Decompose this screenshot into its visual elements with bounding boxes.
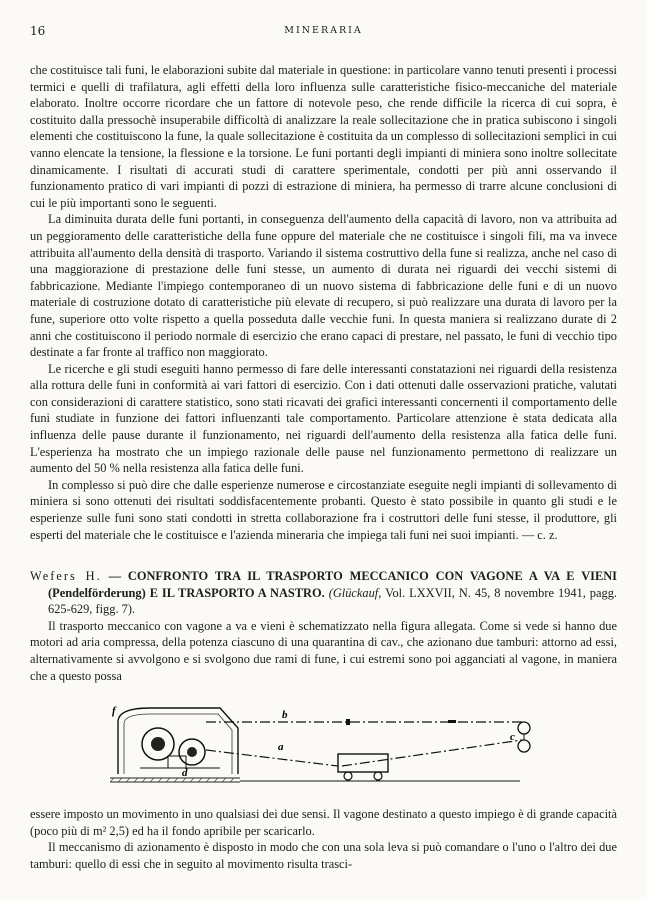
continuation-text bbox=[30, 806, 617, 872]
rope-a bbox=[206, 750, 338, 766]
label-c: c bbox=[510, 731, 515, 743]
running-head: MINERARIA bbox=[284, 25, 363, 36]
intro-paragraph: che costituisce tali funi, le elaborazioni subite dal materiale in questione: in particolare vanno tenuti presenti i processi termici e quelli di trafilatura, agli effetti della loro influenza sulle caratteristiche fisico-meccaniche del materiale elaborato. Inoltre occorre ricordare che un fattore di notevole peso, che rende difficile la ricerca di cui sopra, è costituito dalla pressochè insuperabile difficoltà di analizzare la reale sollecitazione che in pratica subiscono i singoli elementi che costituiscono la fune, la quale sollecitazione è costituita da un complesso di sollecitazioni semplici in cui vanno elencate la tensione, la flessione e la torsione. Le funi portanti degli impianti di miniera sono inoltre sollecitate dinamicamente. I risultati di accurati studi di carattere sperimentale, condotti per più anni osservando il funzionamento pratico di vari impianti di pozzi di estrazione di miniera, ha permesso di trarre alcune conclusioni di cui le più importanti sono le seguenti. bbox=[30, 63, 617, 210]
page-number: 16 bbox=[30, 24, 46, 38]
haulage-diagram bbox=[110, 700, 540, 798]
article-title: — CONFRONTO TRA IL TRASPORTO MECCANICO CON VAGONE A VA E VIENI (Pendelförderung) E IL TRASPORTO A NASTRO. bbox=[48, 569, 617, 600]
abstract-block bbox=[30, 568, 617, 684]
paragraph-durata: La diminuita durata delle funi portanti, in conseguenza dell'aumento della capacità di lavoro, non va attribuita ad un peggioramento delle caratteristiche della fune oppure del materiale che ne costituisce i singoli fili, ma va invece attribuita all'aumento della densità di trasporto. Variando il sistema costruttivo della fune si realizza, anche nel caso di una maggiorazione di prestazione delle funi stesse, un aumento di durata nei riguardi dei vecchi sistemi di fabbricazione. Mediante l'impiego contemporaneo di un nuovo sistema di fabbricazione delle funi e di un nuovo materiale di costruzione dotato di caratteristiche più elevate di recupero, si può realizzare una durata di lavoro per la fune, superiore otto volte rispetto a quella posseduta dalle vecchie funi. In questa maniera si realizzano durate di 2 anni che costituiscono il periodo normale di esercizio che erano capaci di prestare, nel passato, le funi di vecchio tipo destinate a far fronte al traffico non maggiorato. bbox=[30, 212, 617, 360]
source-journal: (Glückauf, bbox=[328, 585, 382, 600]
figure-diagram bbox=[110, 700, 540, 798]
label-a: a bbox=[278, 741, 284, 753]
author: Wefers H. bbox=[30, 569, 102, 583]
return-sheave-top bbox=[518, 722, 530, 734]
return-sheave-bottom bbox=[518, 740, 530, 752]
page-header bbox=[30, 24, 617, 42]
paragraph-complesso: In complesso si può dire che dalle esperienze numerose e circostanziate eseguite negli impianti di sollevamento di miniera si sono ottenuti dei risultati soddisfacentemente probanti. Questo è stato possibile in quanto gli studi e le esperienze sulle funi sono stati condotti in stretta collaborazione fra i costruttori delle funi stesse, il produttore, gli esperti del materiale che le costituisce e l'azienda mineraria che impiega tali funi nei suoi impianti. — c. z. bbox=[30, 477, 617, 542]
label-d: d bbox=[182, 767, 188, 779]
citation: Vol. LXXVII, N. 45, 8 novembre 1941, pagg. 625-629, figg. 7). bbox=[48, 585, 617, 617]
paragraph-ricerche: Le ricerche e gli studi eseguiti hanno permesso di fare delle interessanti constatazioni nei riguardi della resistenza alla rottura delle funi in conformità ai vari fattori di esercizio. Con i dati ottenuti dalle osservazioni pratiche, valutati con considerazioni di carattere statistico, sono stati ricavati dei grafici interessanti concernenti il comportamento delle funi studiate in funzione dei fattori influenzanti tale comportamento. Particolare attenzione è stata dedicata alla influenza delle pause durante il funzionamento, nei riguardi dell'aumento della resistenza alla fatica delle funi. L'esperienza ha mostrato che un impiego razionale delle pause nel funzionamento permettono di realizzare un aumento del 50 % nella resistenza alla fatica delle funi. bbox=[30, 361, 617, 476]
hoist-housing bbox=[118, 708, 238, 774]
continuation-paragraph-1: essere imposto un movimento in uno qualsiasi dei due sensi. Il vagone destinato a questo impiego è di grande capacità (poco più di m² 2,5) ed ha il fondo apribile per scaricarlo. bbox=[30, 807, 617, 838]
label-f: f bbox=[112, 705, 116, 717]
label-b: b bbox=[282, 709, 288, 721]
article-text bbox=[30, 62, 617, 543]
abstract-body: Il trasporto meccanico con vagone a va e vieni è schematizzato nella figura allegata. Come si vede si hanno due motori ad aria compressa, della potenza ciascuno di una quarantina di cav., che azionano due tamburi: attorno ad essi, alternativamente si avvolgono e si svolgono due rami di fune, i cui estremi sono poi agganciati al vagone, in maniera che a questo possa bbox=[30, 618, 617, 683]
abstract-heading bbox=[30, 568, 617, 618]
continuation-paragraph-2: Il meccanismo di azionamento è disposto in modo che con una sola leva si può comandare o l'uno o l'altro dei due tamburi: quello di essi che in seguito al movimento risulta trasci- bbox=[30, 840, 617, 871]
